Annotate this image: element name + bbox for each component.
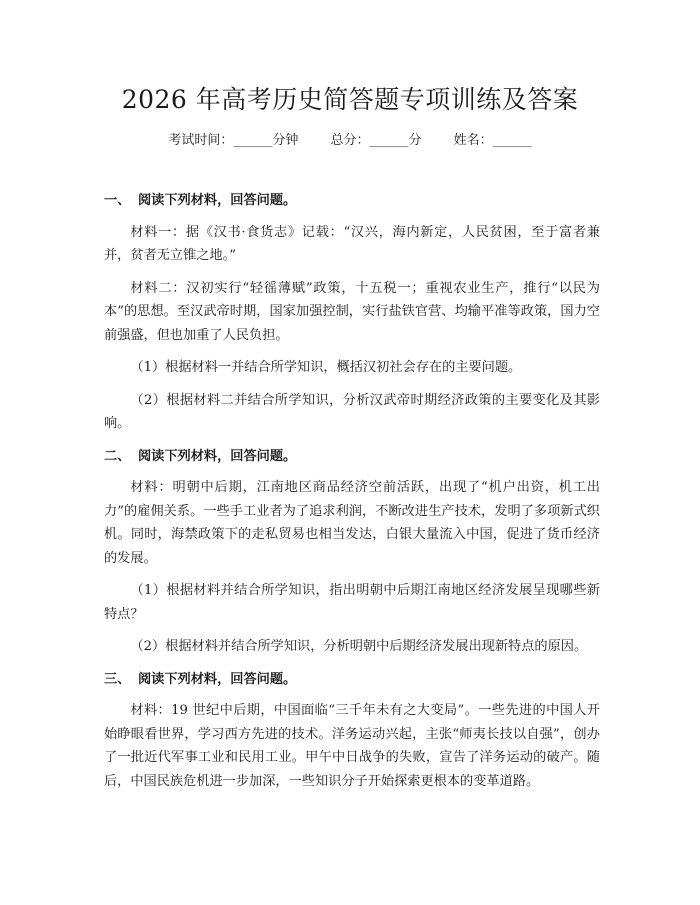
material-paragraph: 材料：明朝中后期，江南地区商品经济空前活跃，出现了“机户出资，机工出力”的雇佣关系。一些手工业者为了追求利润，不断改进生产技术，发明了多项新式织机。同时，海禁政策下的走私贸易也相当发达，白银大量流入中国，促进了货币经济的发展。 [104,480,600,566]
section-3 [104,668,600,794]
material-paragraph: 材料：19 世纪中后期，中国面临“三千年未有之大变局”。一些先进的中国人开始睁眼看世界，学习西方先进的技术。洋务运动兴起，主张“师夷长技以自强”，创办了一批近代军事工业和民用工业。甲午中日战争的失败，宣告了洋务运动的破产。随后，中国民族危机进一步加深，一些知识分子开始探索更根本的变革道路。 [104,703,600,789]
name-field: 姓名：______ [453,133,532,148]
question-item: （1）根据材料一并结合所学知识，概括汉初社会存在的主要问题。 [130,360,522,375]
section-number: 三、 [104,671,131,687]
section-number: 二、 [104,448,131,464]
exam-info-line [0,131,700,151]
section-heading [104,445,600,469]
question-item: （2）根据材料并结合所学知识，分析明朝中后期经济发展出现新特点的原因。 [130,639,588,654]
section-1 [104,189,600,436]
question-item: （1）根据材料并结合所学知识，指出明朝中后期江南地区经济发展呈现哪些新特点？ [104,583,600,622]
exam-time-field: 考试时间：______分钟 [168,133,299,148]
document-body [104,189,600,802]
section-heading [104,668,600,692]
section-heading [104,189,600,213]
section-heading-text: 阅读下列材料，回答问题。 [138,193,297,208]
material-paragraph: 材料一：据《汉书·食货志》记载：“汉兴，海内新定，人民贫困，至于富者兼并，贫者无立锥之地。” [104,224,600,263]
question-item: （2）根据材料二并结合所学知识，分析汉武帝时期经济政策的主要变化及其影响。 [104,392,600,431]
total-score-field: 总分：______分 [330,133,422,148]
section-number: 一、 [104,193,131,208]
section-heading-text: 阅读下列材料，回答问题。 [138,448,297,464]
section-2 [104,445,600,659]
section-heading-text: 阅读下列材料，回答问题。 [138,671,297,687]
material-paragraph: 材料二：汉初实行“轻徭薄赋”政策，十五税一；重视农业生产，推行“以民为本”的思想。至汉武帝时期，国家加强控制，实行盐铁官营、均输平准等政策，国力空前强盛，但也加重了人民负担。 [104,280,600,343]
document-title: 2026 年高考历史简答题专项训练及答案 [121,85,579,114]
